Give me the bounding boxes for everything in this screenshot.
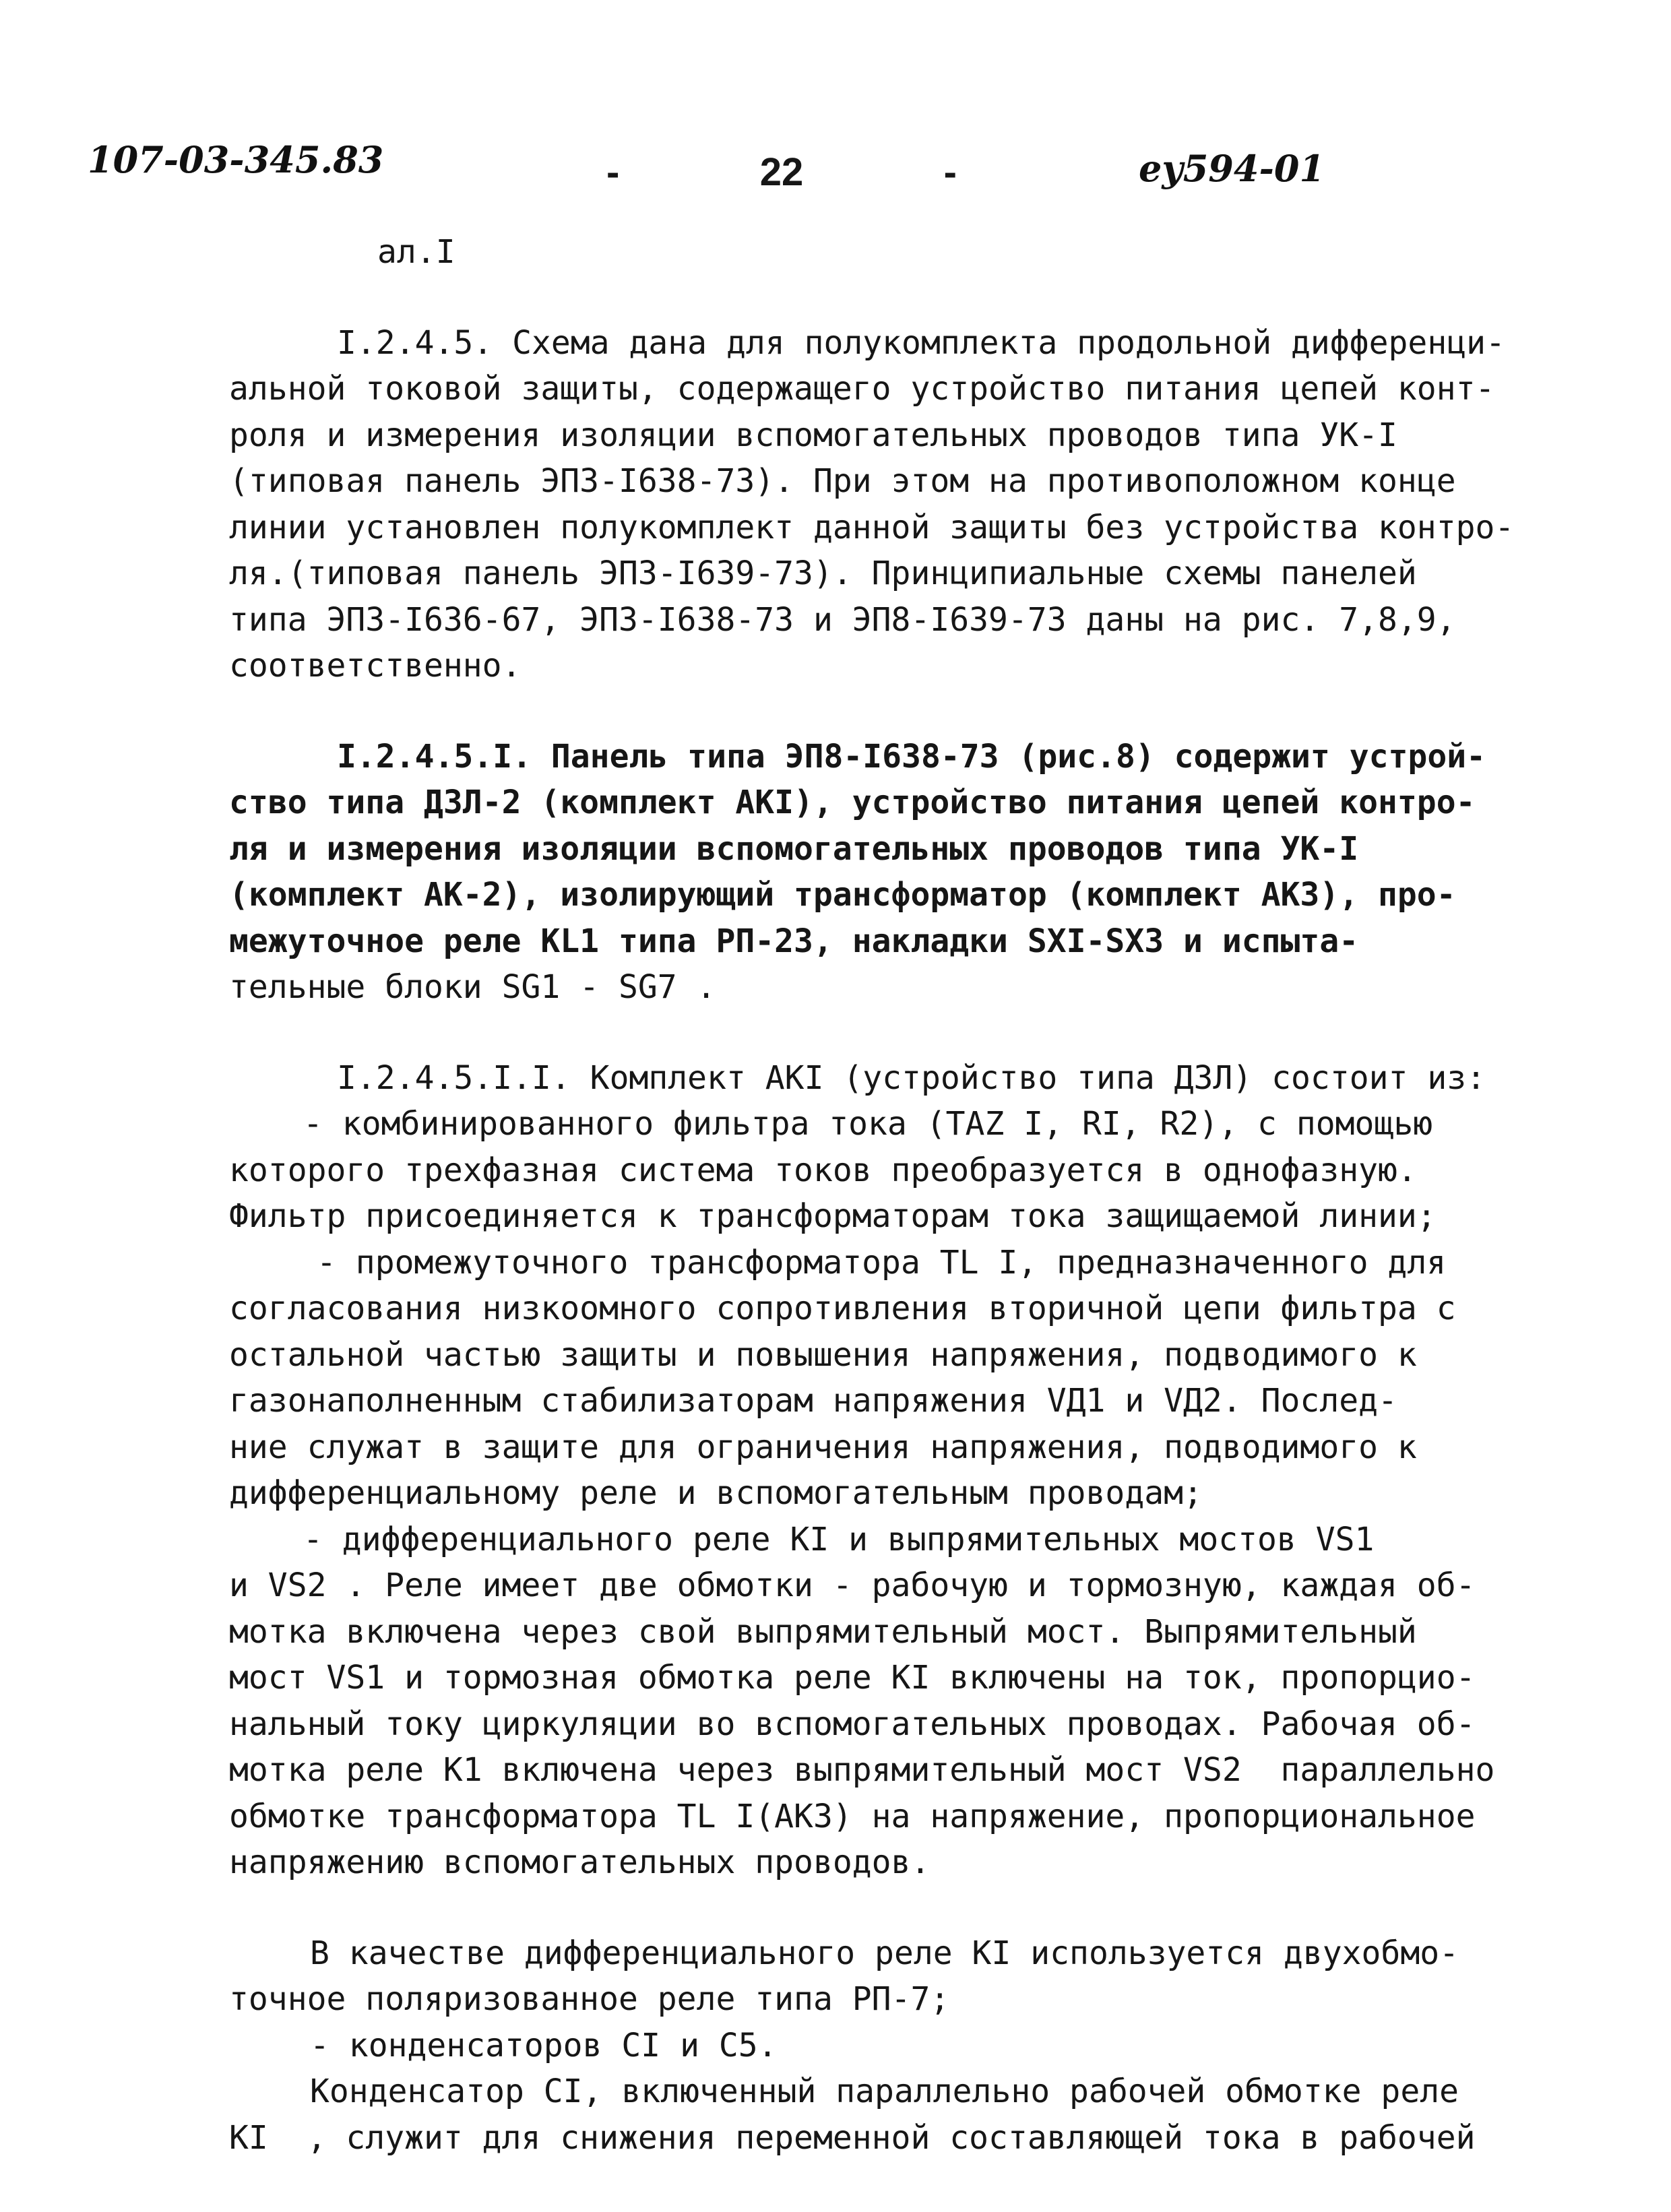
handwritten-archive-number: 107-03-345.83 <box>88 138 384 181</box>
text-line: обмотке трансформатора TL I(АК3) на напряжение, пропорциональное <box>229 1797 1476 1835</box>
document-body <box>229 229 1515 2161</box>
text-line: - промежуточного трансформатора TL I, предназначенного для <box>317 1243 1447 1282</box>
text-line: мотка включена через свой выпрямительный мост. Выпрямительный <box>229 1612 1417 1651</box>
text-line: напряжению вспомогательных проводов. <box>229 1843 931 1881</box>
text-line: (комплект АК-2), изолирующий трансформатор (комплект АК3), про- <box>229 876 1456 914</box>
text-line: ля.(типовая панель ЭП3-I639-73). Принципиальные схемы панелей <box>229 555 1417 592</box>
text-line: и VS2 . Реле имеет две обмотки - рабочую и тормозную, каждая об- <box>229 1567 1476 1604</box>
paragraph-gap <box>229 276 1482 320</box>
text-line: Фильтр присоединяется к трансформаторам тока защищаемой линии; <box>229 1197 1437 1235</box>
text-line: тельные блоки SG1 - SG7 . <box>229 968 716 1006</box>
text-line: соответственно. <box>229 647 522 685</box>
paragraph-gap <box>229 1886 1482 1930</box>
text-line: линии установлен полукомплект данной защиты без устройства контро- <box>229 508 1515 546</box>
text-line: точное поляризованное реле типа РП-7; <box>229 1980 950 2018</box>
text-line: остальной частью защиты и повышения напряжения, подводимого к <box>229 1335 1417 1374</box>
text-line: ля и измерения изоляции вспомогательных проводов типа УК-I <box>229 829 1359 868</box>
paragraph-gap <box>229 689 1482 734</box>
text-line: мотка реле К1 включена через выпрямительный мост VS2 параллельно <box>229 1751 1495 1789</box>
page-dash-right: - <box>943 150 957 194</box>
text-line: нальный току циркуляции во вспомогательных проводах. Рабочая об- <box>229 1705 1476 1743</box>
text-line: дифференциальному реле и вспомогательным проводам; <box>229 1474 1203 1512</box>
text-line: - комбинированного фильтра тока (TAZ I, RI, R2), с помощью <box>303 1105 1433 1143</box>
handwritten-document-code: ey594-01 <box>1139 147 1325 190</box>
page-number: 22 <box>759 150 804 194</box>
text-line: - конденсаторов СI и С5. <box>310 2026 778 2064</box>
text-line: Конденсатор СI, включенный параллельно рабочей обмотке реле <box>310 2073 1459 2110</box>
text-line: ние служат в защите для ограничения напряжения, подводимого к <box>229 1428 1417 1466</box>
text-line: согласования низкоомного сопротивления вторичной цепи фильтра с <box>229 1290 1456 1327</box>
page-number-row <box>606 150 957 195</box>
text-line: I.2.4.5.I.I. Комплект АКI (устройство типа ДЗЛ) состоит из: <box>337 1058 1486 1097</box>
text-line: (типовая панель ЭП3-I638-73). При этом на противоположном конце <box>229 462 1456 500</box>
paragraph-gap <box>229 1011 1482 1055</box>
text-line: ство типа ДЗЛ-2 (комплект АКI), устройство питания цепей контро- <box>229 784 1476 821</box>
text-line: I.2.4.5.I. Панель типа ЭП8-I638-73 (рис.8) содержит устрой- <box>337 737 1486 776</box>
text-line: межуточное реле KL1 типа РП-23, накладки SXI-SX3 и испыта- <box>229 922 1359 960</box>
text-line: - дифференциального реле КI и выпрямительных мостов VS1 <box>303 1520 1375 1558</box>
page-dash-left: - <box>606 150 620 194</box>
text-line: мост VS1 и тормозная обмотка реле КI включены на ток, пропорцио- <box>229 1659 1476 1697</box>
text-line: ал.I <box>377 233 455 271</box>
text-line: В качестве дифференциального реле КI используется двухобмо- <box>310 1934 1459 1972</box>
text-line: газонаполненным стабилизаторам напряжения VД1 и VД2. Послед- <box>229 1382 1397 1420</box>
text-line: КI , служит для снижения переменной составляющей тока в рабочей <box>229 2118 1476 2157</box>
text-line: I.2.4.5. Схема дана для полукомплекта продольной дифференци- <box>337 323 1505 362</box>
text-line: которого трехфазная система токов преобразуется в однофазную. <box>229 1151 1417 1189</box>
text-line: типа ЭП3-I636-67, ЭП3-I638-73 и ЭП8-I639-73 даны на рис. 7,8,9, <box>229 600 1456 639</box>
text-line: альной токовой защиты, содержащего устройство питания цепей конт- <box>229 370 1495 408</box>
text-line: роля и измерения изоляции вспомогательных проводов типа УК-I <box>229 416 1397 454</box>
